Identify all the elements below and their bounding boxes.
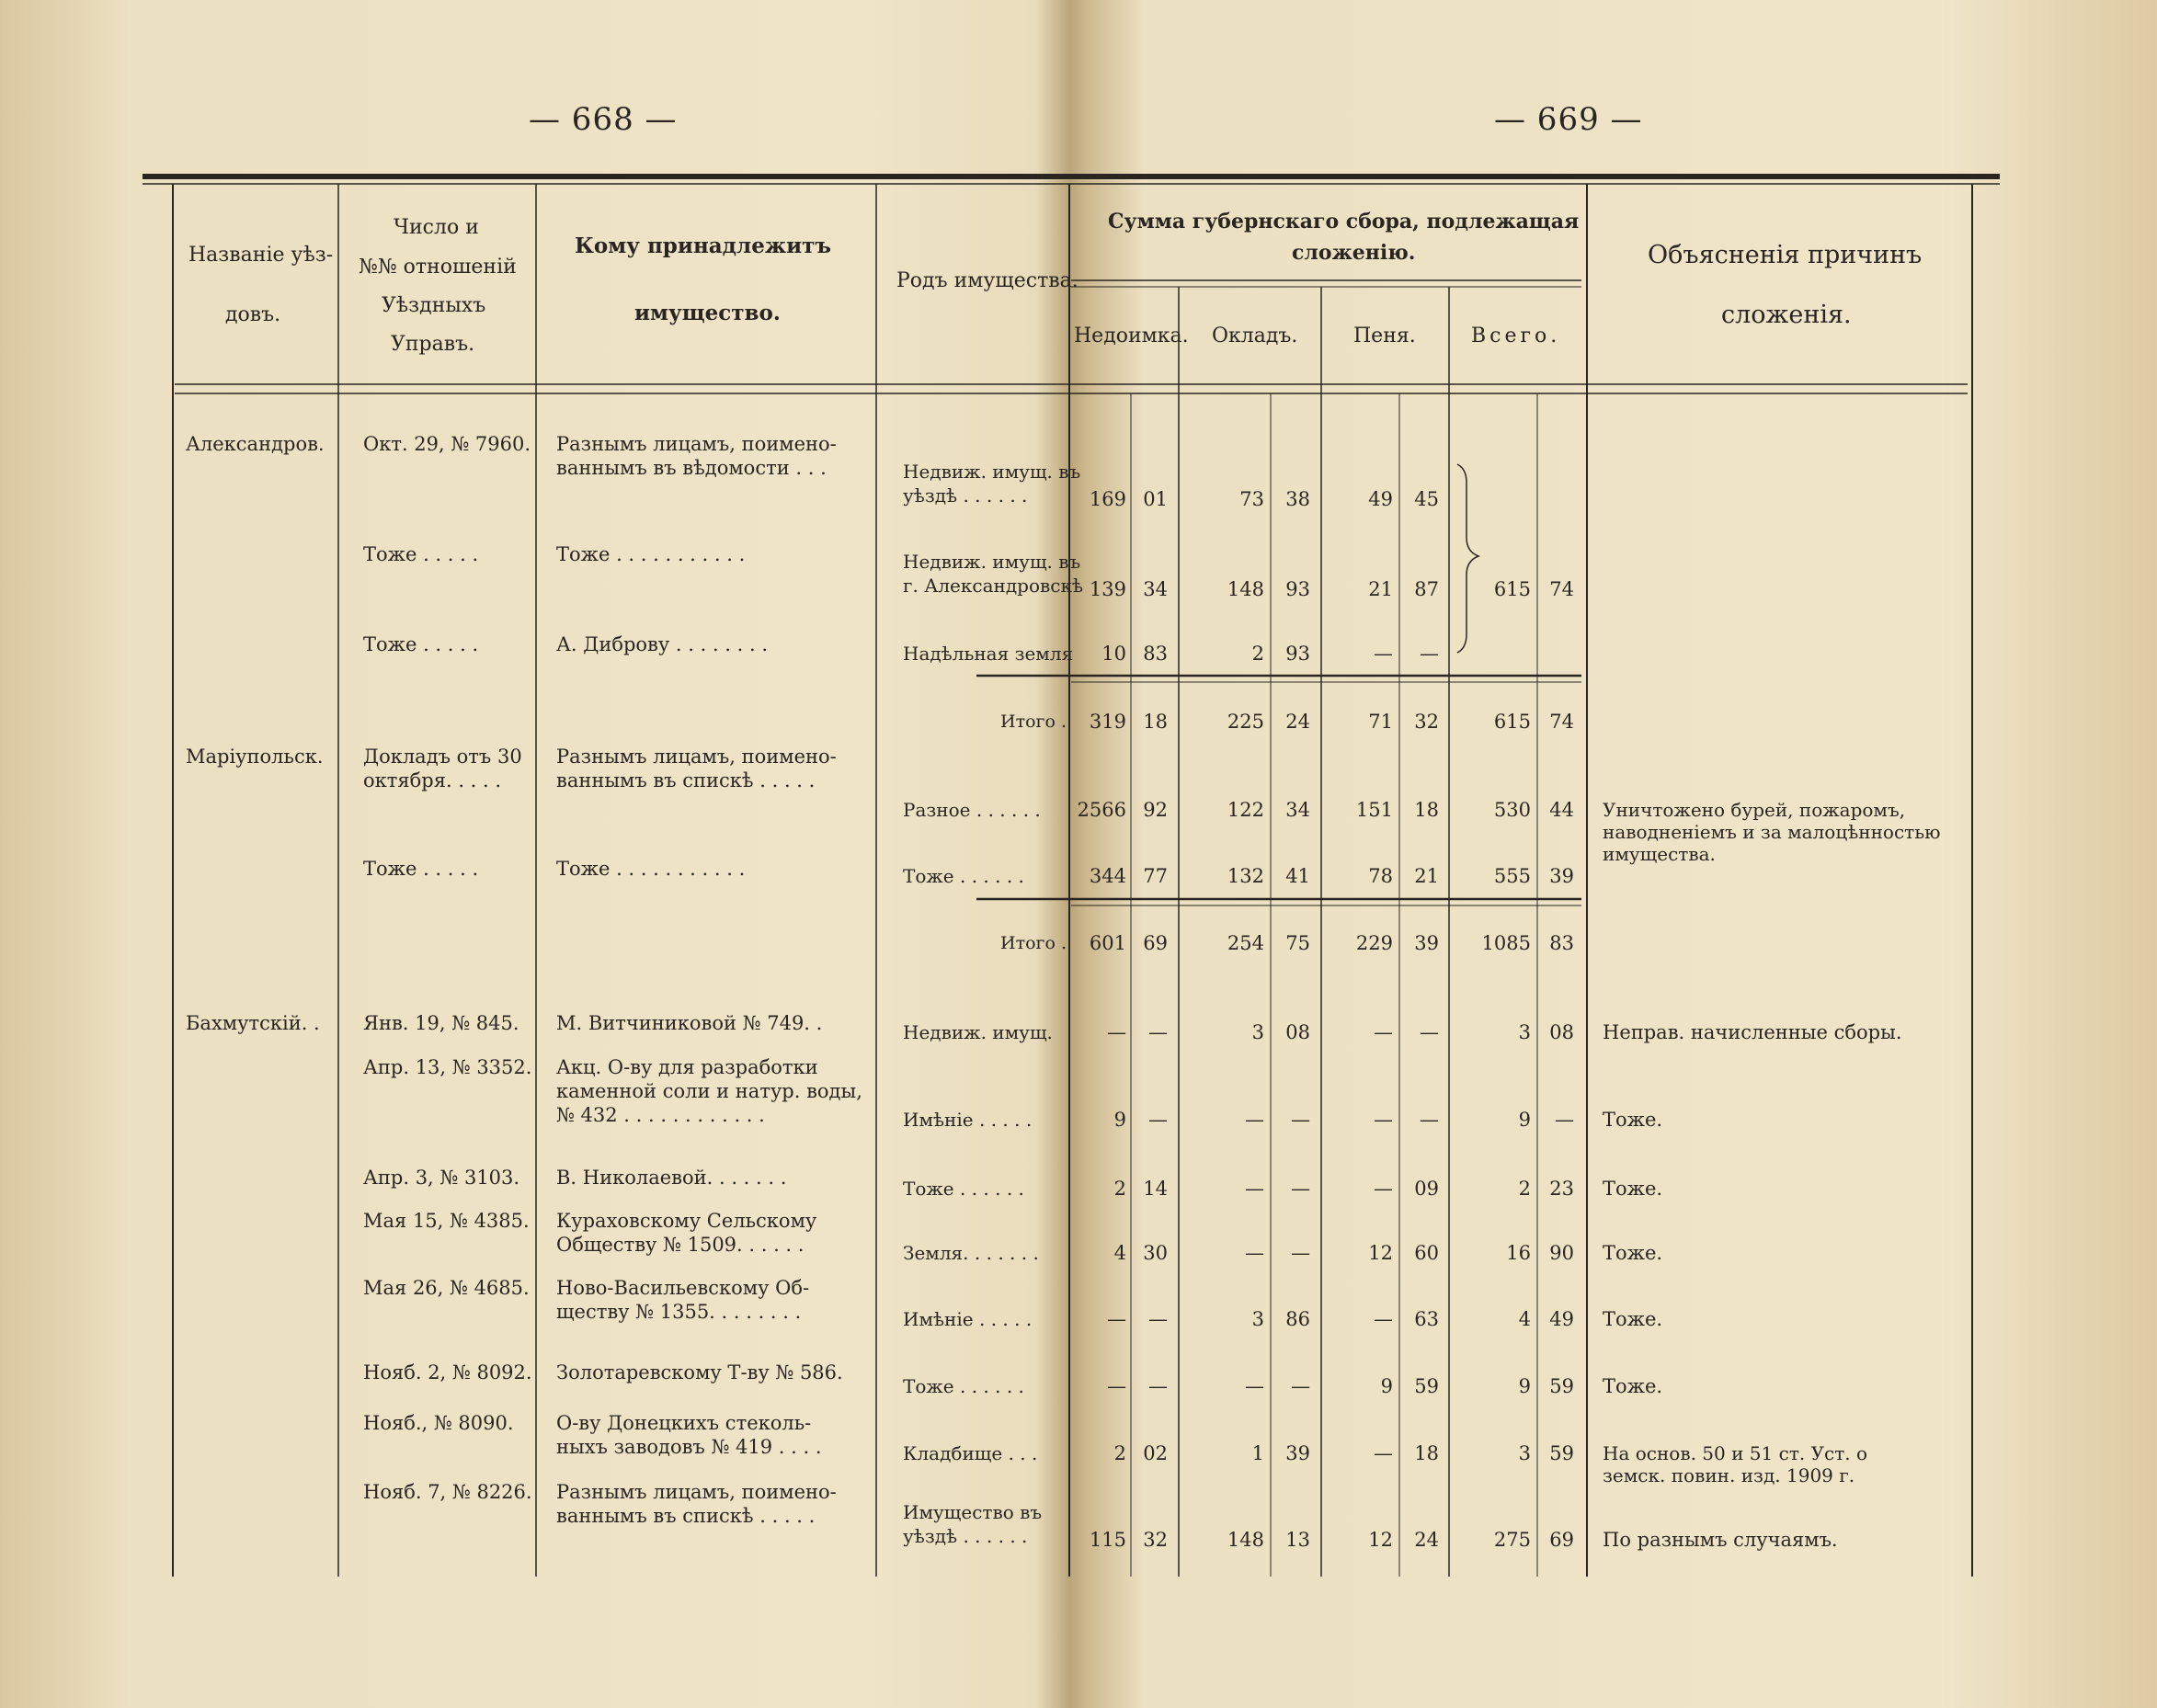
cell-b-kop: 24 (1285, 711, 1310, 733)
cell-owner: ваннымъ въ спискѣ . . . . . (556, 769, 816, 791)
cell-owner: Ново-Васильевскому Об- (556, 1277, 810, 1299)
cell-d-rub: 9 (1518, 1109, 1531, 1131)
cell-d-rub: 3 (1518, 1021, 1531, 1043)
header-explanation-1: Объясненія причинъ (1648, 241, 1923, 269)
cell-owner: А. Диброву . . . . . . . . (556, 633, 769, 655)
cell-c-rub: 9 (1380, 1375, 1393, 1397)
cell-b-kop: 38 (1285, 488, 1310, 510)
cell-property: Имѣніе . . . . . (903, 1308, 1033, 1330)
cell-owner: Кураховскому Сельскому (556, 1210, 817, 1232)
cell-d-rub: 615 (1493, 711, 1531, 733)
cell-owner: М. Витчиниковой № 749. . (556, 1012, 823, 1034)
cell-c-kop: 18 (1414, 1442, 1439, 1464)
cell-d-kop: 08 (1549, 1021, 1574, 1043)
cell-explanation: Неправ. начисленные сборы. (1603, 1021, 1902, 1043)
cell-property: Имѣніе . . . . . (903, 1109, 1033, 1131)
cell-c-kop: 18 (1414, 799, 1439, 821)
cell-b-rub: — (1245, 1109, 1264, 1131)
cell-explanation: Тоже. (1603, 1178, 1663, 1200)
cell-property: Тоже . . . . . . (903, 1178, 1024, 1200)
cell-d-kop: 39 (1549, 865, 1574, 887)
cell-a-kop: 30 (1143, 1242, 1168, 1264)
cell-owner: ваннымъ въ вѣдомости . . . (556, 457, 827, 479)
cell-d-kop: 74 (1549, 711, 1574, 733)
cell-number: Апр. 13, № 3352. (363, 1056, 532, 1078)
header-property: Родъ имущества. (896, 269, 1078, 292)
cell-d-rub: 16 (1506, 1242, 1531, 1264)
cell-property: Кладбище . . . (903, 1442, 1038, 1464)
cell-b-rub: 3 (1251, 1308, 1264, 1330)
cell-c-rub: — (1374, 1442, 1393, 1464)
cell-a-kop: 01 (1143, 488, 1168, 510)
cell-c-rub: — (1374, 1109, 1393, 1131)
cell-d-rub: 9 (1518, 1375, 1531, 1397)
cell-explanation: Тоже. (1603, 1109, 1663, 1131)
cell-property: Итого . (1000, 933, 1067, 953)
header-arrears: Недоимка. (1074, 325, 1189, 347)
cell-a-rub: 4 (1113, 1242, 1126, 1264)
cell-b-rub: 122 (1227, 799, 1264, 821)
cell-d-kop: 90 (1549, 1242, 1574, 1264)
cell-explanation: По разнымъ случаямъ. (1603, 1529, 1838, 1551)
cell-c-kop: 24 (1414, 1529, 1439, 1551)
cell-c-kop: 45 (1414, 488, 1439, 510)
cell-b-rub: 3 (1251, 1021, 1264, 1043)
cell-c-rub: 151 (1355, 799, 1393, 821)
cell-a-rub: 169 (1089, 488, 1126, 510)
header-penalty: Пеня. (1353, 325, 1416, 347)
cell-b-rub: — (1245, 1375, 1264, 1397)
cell-owner: Акц. О-ву для разработки (556, 1056, 818, 1078)
cell-district: Маріупольск. (186, 746, 324, 768)
cell-d-kop: — (1555, 1109, 1574, 1131)
cell-d-kop: 69 (1549, 1529, 1574, 1551)
cell-explanation: земск. повин. изд. 1909 г. (1603, 1464, 1855, 1486)
cell-number: Тоже . . . . . (363, 633, 479, 655)
header-owner-1: Кому принадлежитъ (575, 233, 832, 258)
cell-property: Недвиж. имущ. въ (903, 461, 1081, 483)
cell-c-rub: — (1374, 1308, 1393, 1330)
header-sum-title-1: Сумма губернскаго сбора, подлежащая (1108, 210, 1580, 233)
cell-c-kop: — (1420, 1109, 1439, 1131)
header-district-2: довъ. (225, 303, 281, 326)
cell-a-kop: 83 (1143, 643, 1168, 665)
cell-b-kop: 39 (1285, 1442, 1310, 1464)
cell-b-rub: 148 (1227, 1529, 1264, 1551)
cell-owner: Тоже . . . . . . . . . . . (556, 858, 746, 880)
cell-explanation: наводненіемъ и за малоцѣнностью (1603, 821, 1941, 843)
cell-d-rub: 3 (1518, 1442, 1531, 1464)
cell-c-kop: 39 (1414, 932, 1439, 954)
cell-owner: Золотаревскому Т-ву № 586. (556, 1361, 843, 1383)
cell-c-kop: 63 (1414, 1308, 1439, 1330)
cell-b-kop: — (1291, 1242, 1310, 1264)
cell-c-rub: 229 (1355, 932, 1393, 954)
header-total: Всего. (1471, 325, 1561, 347)
cell-district: Бахмутскій. . (186, 1012, 320, 1034)
header-number-3: Уѣздныхъ (382, 294, 486, 317)
cell-number: Докладъ отъ 30 октября. . . . . (363, 746, 522, 791)
cell-a-kop: 69 (1143, 932, 1168, 954)
cell-explanation: Уничтожено бурей, пожаромъ, (1603, 799, 1906, 821)
cell-b-rub: 132 (1227, 865, 1264, 887)
cell-b-rub: 1 (1251, 1442, 1264, 1464)
cell-c-rub: 12 (1368, 1242, 1393, 1264)
cell-c-rub: 12 (1368, 1529, 1393, 1551)
header-number-2: №№ отношеній (359, 256, 517, 279)
cell-explanation: Тоже. (1603, 1308, 1663, 1330)
cell-property: Недвиж. имущ. въ (903, 551, 1081, 573)
cell-a-rub: — (1107, 1308, 1126, 1330)
cell-b-rub: 225 (1227, 711, 1264, 733)
cell-b-kop: — (1291, 1375, 1310, 1397)
cell-a-kop: — (1148, 1021, 1168, 1043)
cell-d-kop: 74 (1549, 578, 1574, 600)
cell-number: Нояб. 7, № 8226. (363, 1481, 532, 1503)
cell-b-kop: 13 (1285, 1529, 1310, 1551)
cell-owner: Разнымъ лицамъ, поимено- (556, 433, 837, 455)
cell-owner: Обществу № 1509. . . . . . (556, 1234, 805, 1256)
cell-b-kop: 86 (1285, 1308, 1310, 1330)
cell-a-kop: 14 (1143, 1178, 1168, 1200)
cell-owner: ществу № 1355. . . . . . . . (556, 1301, 802, 1323)
cell-number: Нояб. 2, № 8092. (363, 1361, 532, 1383)
cell-c-kop: — (1420, 1021, 1439, 1043)
cell-a-rub: 344 (1089, 865, 1126, 887)
cell-c-rub: 78 (1368, 865, 1393, 887)
cell-explanation: На основ. 50 и 51 ст. Уст. о (1603, 1442, 1868, 1464)
cell-a-kop: 92 (1143, 799, 1168, 821)
cell-c-rub: — (1374, 1021, 1393, 1043)
cell-owner: В. Николаевой. . . . . . . (556, 1167, 787, 1189)
cell-c-kop: 09 (1414, 1178, 1439, 1200)
cell-a-rub: 115 (1089, 1529, 1126, 1551)
cell-number: Янв. 19, № 845. (363, 1012, 519, 1034)
cell-owner: О-ву Донецкихъ стеколь- (556, 1412, 812, 1434)
cell-d-kop: 83 (1549, 932, 1574, 954)
cell-number: Мая 26, № 4685. (363, 1277, 530, 1299)
cell-explanation: имущества. (1603, 843, 1716, 865)
header-number-4: Управъ. (391, 333, 475, 356)
cell-property: уѣздѣ . . . . . . (903, 484, 1028, 507)
cell-b-rub: 148 (1227, 578, 1264, 600)
cell-c-rub: 71 (1368, 711, 1393, 733)
cell-a-rub: 601 (1089, 932, 1126, 954)
cell-d-rub: 1085 (1481, 932, 1531, 954)
header-district-1: Названіе уѣз- (188, 244, 334, 267)
cell-owner: Разнымъ лицамъ, поимено- (556, 1481, 837, 1503)
cell-d-kop: 23 (1549, 1178, 1574, 1200)
cell-property: уѣздѣ . . . . . . (903, 1525, 1028, 1547)
cell-number: Апр. 3, № 3103. (363, 1167, 520, 1189)
cell-c-kop: 21 (1414, 865, 1439, 887)
cell-a-kop: — (1148, 1375, 1168, 1397)
cell-district: Александров. (186, 433, 325, 455)
cell-owner: № 432 . . . . . . . . . . . . (556, 1104, 765, 1126)
cell-number: Мая 15, № 4385. (363, 1210, 530, 1232)
cell-property: Разное . . . . . . (903, 799, 1041, 821)
cell-d-rub: 4 (1518, 1308, 1531, 1330)
cell-d-rub: 615 (1493, 578, 1531, 600)
cell-b-kop: 93 (1285, 643, 1310, 665)
cell-c-rub: — (1374, 643, 1393, 665)
cell-b-rub: 2 (1251, 643, 1264, 665)
cell-property: Имущество въ (903, 1501, 1043, 1523)
cell-a-rub: 2 (1113, 1442, 1126, 1464)
cell-a-rub: 139 (1089, 578, 1126, 600)
cell-explanation: Тоже. (1603, 1242, 1663, 1264)
cell-b-kop: 08 (1285, 1021, 1310, 1043)
cell-d-kop: 59 (1549, 1442, 1574, 1464)
cell-number: Тоже . . . . . (363, 543, 479, 565)
cell-a-kop: — (1148, 1308, 1168, 1330)
cell-a-kop: 02 (1143, 1442, 1168, 1464)
cell-d-rub: 275 (1493, 1529, 1531, 1551)
header-salary: Окладъ. (1212, 325, 1298, 347)
cell-a-rub: 2566 (1077, 799, 1126, 821)
cell-property: Тоже . . . . . . (903, 1375, 1024, 1397)
cell-a-kop: 34 (1143, 578, 1168, 600)
cell-owner: ваннымъ въ спискѣ . . . . . (556, 1505, 816, 1527)
cell-b-kop: — (1291, 1109, 1310, 1131)
cell-d-kop: 44 (1549, 799, 1574, 821)
cell-owner: ныхъ заводовъ № 419 . . . . (556, 1436, 822, 1458)
cell-a-kop: 77 (1143, 865, 1168, 887)
cell-c-kop: 60 (1414, 1242, 1439, 1264)
header-number-1: Число и (394, 216, 479, 239)
cell-owner: Тоже . . . . . . . . . . . (556, 543, 746, 565)
cell-explanation: Тоже. (1603, 1375, 1663, 1397)
cell-b-kop: 41 (1285, 865, 1310, 887)
cell-property: Недвиж. имущ. (903, 1021, 1053, 1043)
cell-number: Тоже . . . . . (363, 858, 479, 880)
cell-d-kop: 59 (1549, 1375, 1574, 1397)
cell-a-kop: 32 (1143, 1529, 1168, 1551)
cell-c-rub: 49 (1368, 488, 1393, 510)
cell-b-rub: 254 (1227, 932, 1264, 954)
cell-a-rub: 319 (1089, 711, 1126, 733)
cell-d-kop: 49 (1549, 1308, 1574, 1330)
cell-b-kop: 93 (1285, 578, 1310, 600)
cell-property: Земля. . . . . . . (903, 1242, 1039, 1264)
cell-property: Итого . (1000, 712, 1067, 732)
cell-number: Окт. 29, № 7960. (363, 433, 531, 455)
cell-a-kop: — (1148, 1109, 1168, 1131)
cell-property: Надѣльная земля (903, 643, 1074, 665)
page-number-right: — 669 — (1494, 101, 1643, 138)
cell-d-rub: 555 (1493, 865, 1531, 887)
cell-b-kop: 34 (1285, 799, 1310, 821)
cell-owner: каменной соли и натур. воды, (556, 1080, 862, 1102)
cell-c-kop: — (1420, 643, 1439, 665)
cell-owner: Разнымъ лицамъ, поимено- (556, 746, 837, 768)
cell-c-kop: 87 (1414, 578, 1439, 600)
page-number-left: — 668 — (529, 101, 678, 138)
cell-c-rub: — (1374, 1178, 1393, 1200)
cell-d-rub: 2 (1518, 1178, 1531, 1200)
cell-b-rub: — (1245, 1242, 1264, 1264)
cell-c-kop: 32 (1414, 711, 1439, 733)
cell-a-rub: — (1107, 1021, 1126, 1043)
cell-b-rub: 73 (1239, 488, 1264, 510)
cell-c-kop: 59 (1414, 1375, 1439, 1397)
header-owner-2: имущество. (634, 301, 781, 325)
header-explanation-2: сложенія. (1721, 301, 1852, 329)
cell-number: Нояб., № 8090. (363, 1412, 514, 1434)
header-sum-title-2: сложенію. (1292, 241, 1416, 265)
cell-property: г. Александровскѣ (903, 575, 1084, 597)
cell-d-rub: 530 (1493, 799, 1531, 821)
cell-a-rub: 9 (1113, 1109, 1126, 1131)
cell-a-rub: 2 (1113, 1178, 1126, 1200)
cell-b-rub: — (1245, 1178, 1264, 1200)
cell-property: Тоже . . . . . . (903, 865, 1024, 887)
cell-b-kop: 75 (1285, 932, 1310, 954)
cell-a-rub: 10 (1101, 643, 1126, 665)
cell-a-kop: 18 (1143, 711, 1168, 733)
cell-c-rub: 21 (1368, 578, 1393, 600)
cell-b-kop: — (1291, 1178, 1310, 1200)
cell-a-rub: — (1107, 1375, 1126, 1397)
